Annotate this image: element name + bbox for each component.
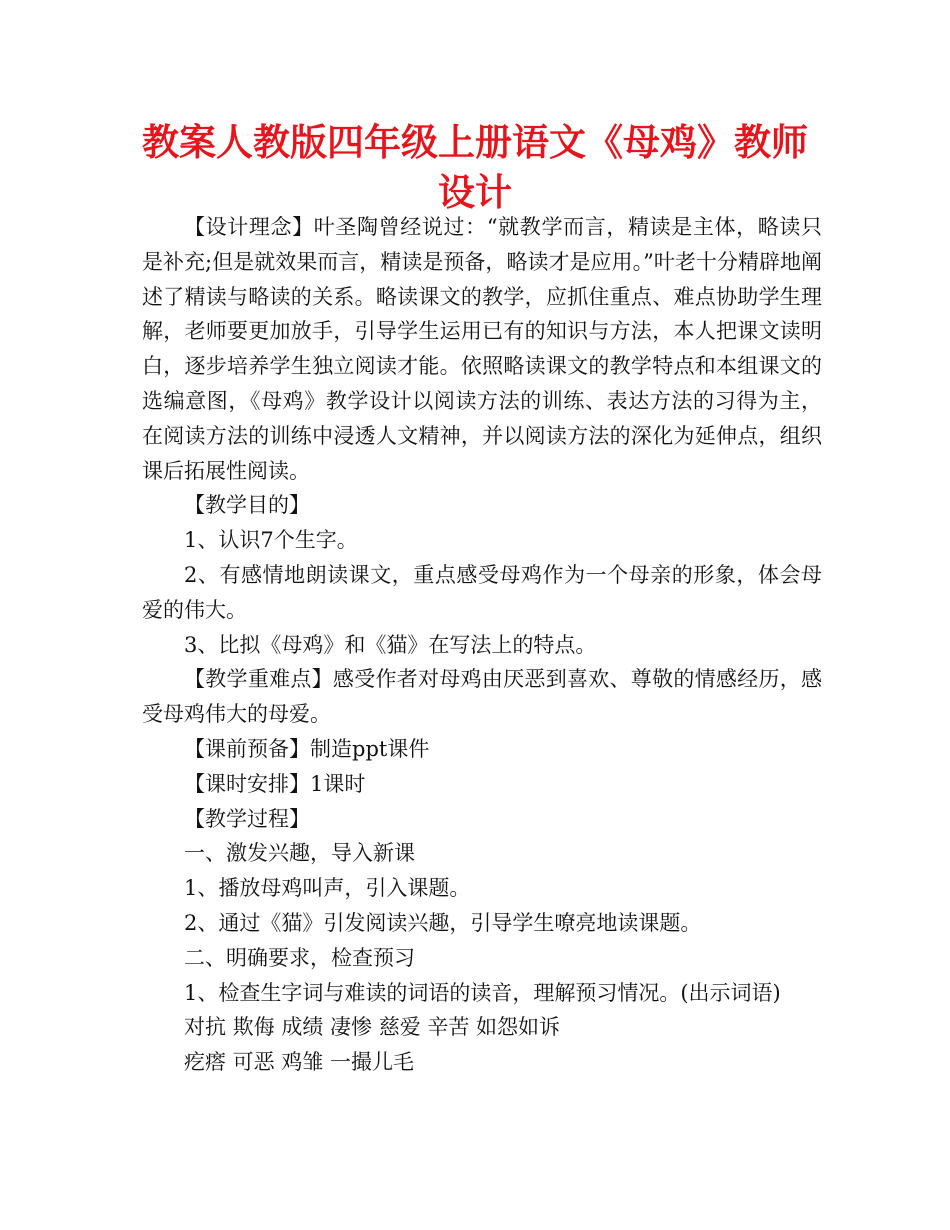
goal-item-2: 2、有感情地朗读课文，重点感受母鸡作为一个母亲的形象，体会母爱的伟大。 [142,562,822,622]
paragraph-design-concept: 【设计理念】叶圣陶曾经说过：“就教学而言，精读是主体，略读只是补充;但是就效果而言，精读是预备，略读才是应用。”叶老十分精辟地阐述了精读与略读的关系。略读课文的教学，应抓住重点、难点协助学生理解，老师要更加放手，引导学生运用已有的知识与方法，本人把课文读明白，逐步培养学生独立阅读才能。依照略读课文的教学特点和本组课文的选编意图，《母鸡》教学设计以阅读方法的训练、表达方法的习得为主，在阅读方法的训练中浸透人文精神，并以阅读方法的深化为延伸点，组织课后拓展性阅读。 [142,215,822,483]
goal-item-1: 1、认识7个生字。 [184,528,358,553]
paragraph-key-difficulties: 【教学重难点】感受作者对母鸡由厌恶到喜欢、尊敬的情感经历，感受母鸡伟大的母爱。 [142,667,822,727]
process-item-1-2: 2、通过《猫》引发阅读兴趣，引导学生嘹亮地读课题。 [184,910,702,935]
word-list-line-1: 对抗 欺侮 成绩 凄惨 慈爱 辛苦 如怨如诉 [184,1015,561,1040]
goal-item-3: 3、比拟《母鸡》和《猫》在写法上的特点。 [184,632,597,657]
document-body [142,210,822,1080]
process-item-2-1: 1、检查生字词与难读的词语的读音，理解预习情况。(出示词语) [184,980,781,1005]
section-heading-2: 二、明确要求，检查预习 [184,945,415,970]
heading-teaching-goals: 【教学目的】 [184,493,310,518]
heading-teaching-process: 【教学过程】 [184,806,310,831]
process-item-1-1: 1、播放母鸡叫声，引入课题。 [184,876,471,901]
word-list-line-2: 疙瘩 可恶 鸡雏 一撮儿毛 [184,1050,415,1075]
section-heading-1: 一、激发兴趣，导入新课 [184,841,415,866]
document-title: 教案人教版四年级上册语文《母鸡》教师设计 [142,121,808,214]
paragraph-schedule: 【课时安排】1课时 [184,771,366,796]
paragraph-preparation: 【课前预备】制造ppt课件 [184,736,430,761]
